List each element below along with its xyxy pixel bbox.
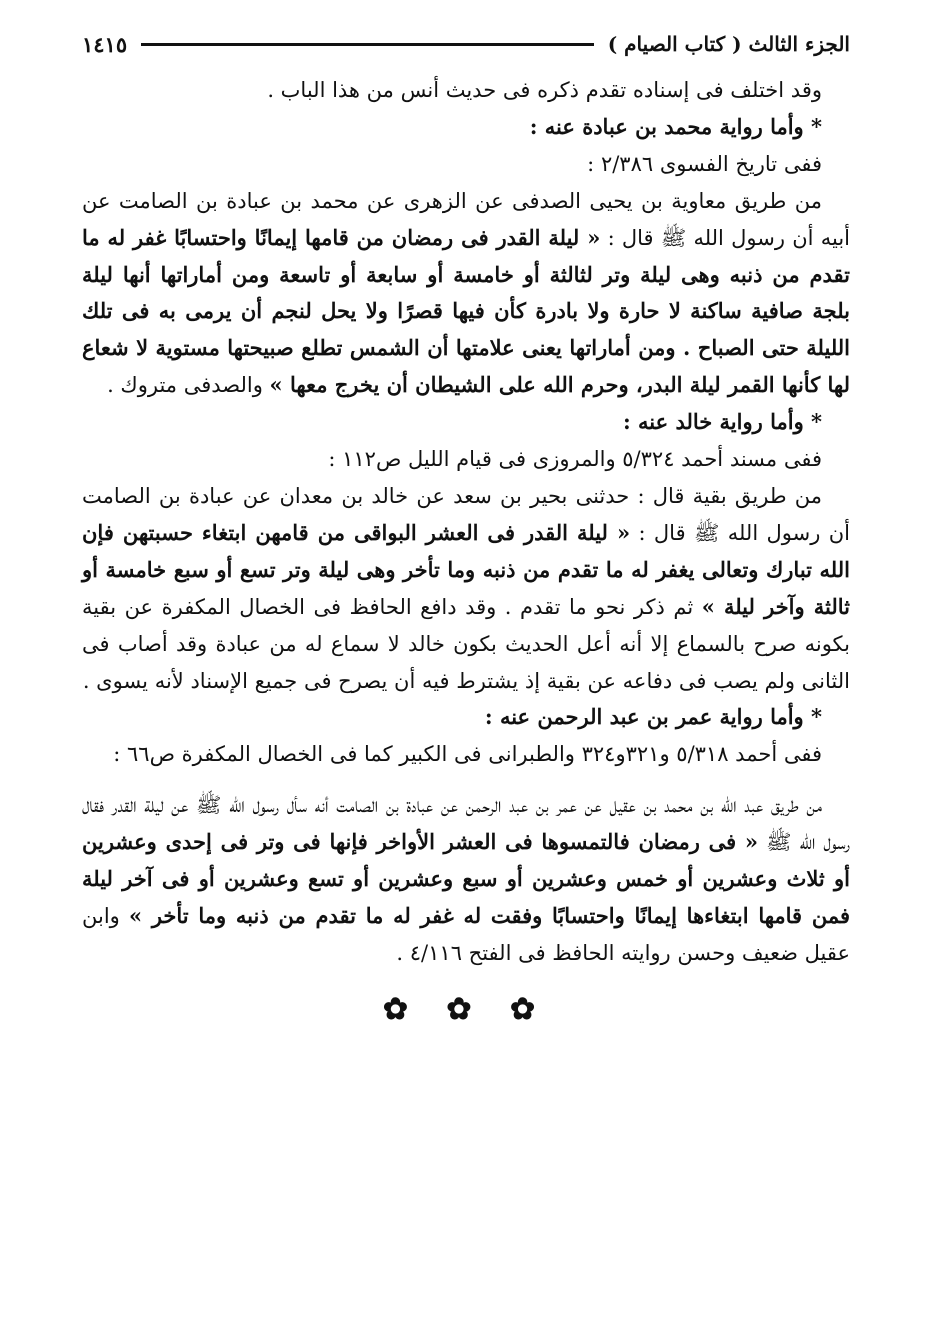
hadith-matn: « ليلة القدر فى رمضان من قامها إيمانًا واحتسابًا غفر له ما تقدم من ذنبه وهى ليلة وتر لثالثة أو خامسة أو سابعة أو تاسعة ومن أماراتها أنها ليلة بلجة صافية ساكنة لا حارة ولا بادرة كأن فيها قصرًا ولا يحل لنجم أن يرمى به فى تلك الليلة حتى الصباح . ومن أماراتها يعنى علامتها أن الشمس تطلع صبيحتها مستوية لا شعاع لها كأنها القمر ليلة البدر، وحرم الله على الشيطان أن يخرج معها » — [82, 224, 850, 398]
paragraph-source-fasawi: ففى تاريخ الفسوى ٢/٣٨٦ : — [587, 151, 822, 176]
isnad-text: من طريق عبد الله بن محمد بن عقيل عن عمر بن عبد الرحمن عن عبادة بن الصامت أنه سأل رسول الله ﷺ عن ليلة القدر فقال رسول الله ﷺ — [82, 793, 851, 855]
paragraph-hadith-1 — [82, 183, 850, 404]
grading-text: وابن عقيل ضعيف وحسن روايته الحافظ فى الفتح ٤/١١٦ . — [82, 903, 850, 965]
page-number: ١٤١٥ — [82, 31, 128, 57]
hadith-matn: « ليلة القدر فى العشر البواقى من قامهن ابتغاء حسبتهن فإن الله تبارك وتعالى يغفر له ما تقدم من ذنبه وما تأخر وهى ليلة وتر تسع أو سبع خامسة أو ثالثة وآخر ليلة » — [82, 519, 850, 619]
header-rule — [141, 43, 594, 46]
commentary-text: ثم ذكر نحو ما تقدم . وقد دافع الحافظ فى الخصال المكفرة عن بقية بكونه صرح بالسماع إلا أنه أعل الحديث بكون خالد لا سماع له من عبادة وقد أصاب فى الثانى ولم يصب فى دفاعه عن بقية إذ يشترط فيه أن يصرح فى جميع الإسناد لأنه يسوى . — [82, 594, 850, 693]
isnad-text: من طريق بقية قال : حدثنى بحير بن سعد عن خالد بن معدان عن عبادة بن الصامت أن رسول الله ﷺ قال : — [82, 483, 850, 545]
page-header — [82, 22, 850, 66]
paragraph-source-ahmad: ففى مسند أحمد ٥/٣٢٤ والمروزى فى قيام الليل ص١١٢ : — [328, 447, 822, 472]
spacer — [82, 773, 850, 787]
isnad-text: من طريق معاوية بن يحيى الصدفى عن الزهرى عن محمد بن عبادة بن الصامت عن أبيه أن رسول الله ﷺ قال : — [82, 188, 850, 250]
book-page — [82, 22, 850, 1027]
page-body — [82, 72, 850, 972]
flower-ornament-icon: ✿ ✿ ✿ — [382, 991, 550, 1027]
hadith-matn: « فى رمضان فالتمسوها فى العشر الأواخر فإنها فى وتر فى إحدى وعشرين أو ثلاث وعشرين أو خمس وعشرين أو سبع وعشرين أو تسع وعشرين أو فى آخر ليلة فمن قامها ابتغاءها إيمانًا واحتسابًا وفقت له غفر له ما تقدم من ذنبه وما تأخر » — [82, 829, 850, 928]
section-heading-khalid: * وأما رواية خالد عنه : — [622, 409, 822, 435]
section-heading-muhammad-ibn-ubada: * وأما رواية محمد بن عبادة عنه : — [529, 113, 822, 139]
paragraph-hadith-2 — [82, 478, 850, 699]
paragraph-1: وقد اختلف فى إسناده تقدم ذكره فى حديث أنس من هذا الباب . — [267, 78, 822, 102]
section-heading-umar-ibn-abd-al-rahman: * وأما رواية عمر بن عبد الرحمن عنه : — [484, 704, 822, 730]
paragraph-hadith-3 — [82, 787, 850, 972]
running-title: الجزء الثالث ( كتاب الصيام ) — [607, 32, 850, 56]
grading-text: والصدفى متروك . — [107, 373, 270, 398]
paragraph-source-ahmad-tabarani: ففى أحمد ٥/٣١٨ و٣٢١و٣٢٤ والطبرانى فى الكبير كما فى الخصال المكفرة ص٦٦ : — [113, 742, 822, 767]
